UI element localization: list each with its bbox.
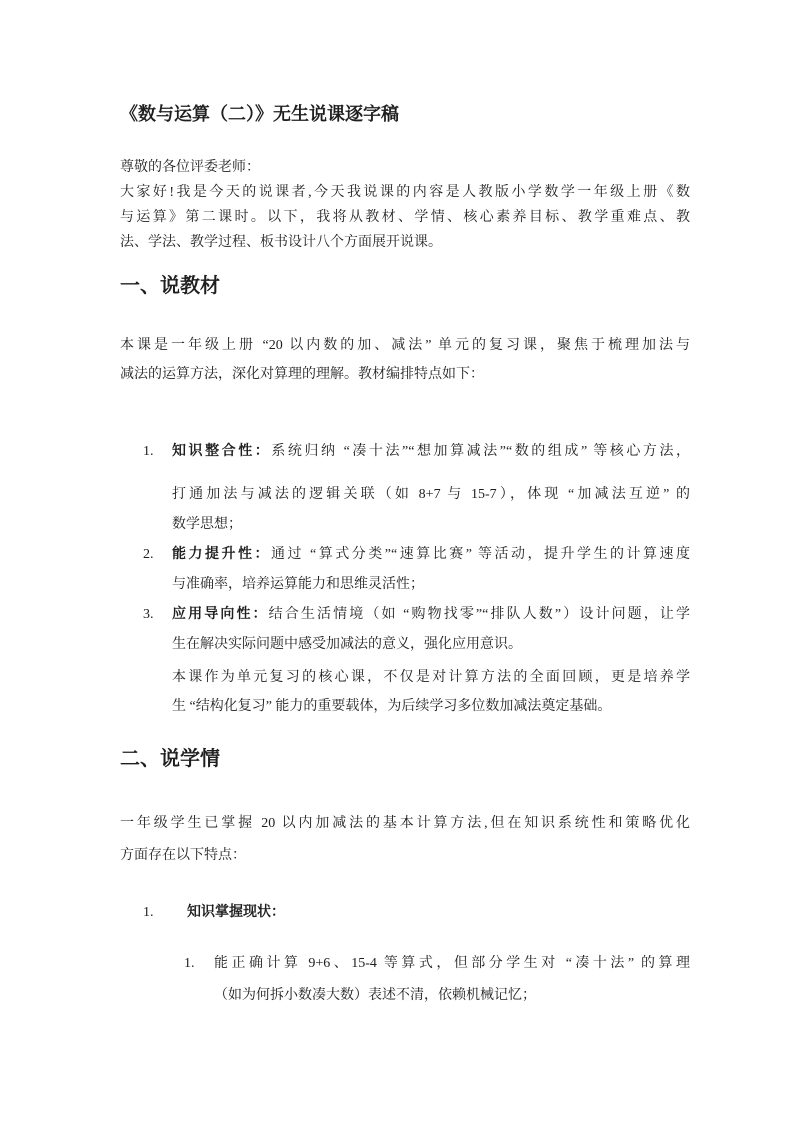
text-line: 生在解决实际问题中感受加减法的意义，强化应用意识。 (172, 637, 522, 652)
section-heading-learner-analysis: 二、说学情 (120, 748, 220, 770)
opening-paragraph (120, 180, 690, 255)
list-item-text: 结合生活情境（如 “购物找零”“排队人数”）设计问题，让学 (268, 607, 691, 622)
document-content (120, 0, 690, 1012)
list-item-first-line (187, 898, 690, 928)
list-number: 3. (143, 607, 154, 622)
salutation-line: 尊敬的各位评委老师： (120, 160, 260, 175)
list-item-body (172, 600, 690, 660)
text-line: 数学思想； (172, 517, 242, 532)
text-line: 与准确率，培养运算能力和思维灵活性； (172, 577, 424, 592)
list-item-continuation (172, 480, 690, 540)
list-item-text: 系统归纳 “凑十法”“想加算减法”“数的组成” 等核心方法， (271, 444, 690, 459)
list-item-label: 能力提升性： (172, 547, 272, 562)
list-item-knowledge-status (120, 898, 690, 928)
list-item-body (172, 437, 690, 540)
text-line: 打通加法与减法的逻辑关联（如 8+7 与 15-7），体现 “加减法互逆” 的 (172, 487, 690, 502)
list-item-text: 通过 “算式分类”“速算比赛” 等活动，提升学生的计算速度 (271, 547, 690, 562)
list-number: 2. (143, 547, 154, 562)
list-item-label: 知识掌握现状： (187, 905, 285, 920)
list-item-application-orientation (120, 600, 690, 660)
list-number: 1. (143, 905, 154, 920)
text-line: 与运算》第二课时。以下，我将从教材、学情、核心素养目标、教学重难点、教 (120, 210, 690, 225)
list-item-first-line (172, 600, 690, 630)
text-line: 生 “结构化复习” 能力的重要载体，为后续学习多位数加减法奠定基础。 (172, 699, 612, 714)
text-line: 本课作为单元复习的核心课，不仅是对计算方法的全面回顾，更是培养学 (172, 670, 690, 685)
text-line: 方面存在以下特点： (120, 848, 246, 863)
list-number: 1. (143, 444, 154, 459)
list-item-knowledge-integration (120, 437, 690, 540)
list-item-body (187, 898, 690, 928)
section-two-list (120, 898, 690, 1012)
text-line: 本课是一年级上册 “20 以内数的加、减法” 单元的复习课，聚焦于梳理加法与 (120, 338, 690, 353)
section-heading-teaching-material: 一、说教材 (120, 275, 220, 297)
section-two-lead-paragraph (120, 808, 690, 872)
text-line: 大家好!我是今天的说课者,今天我说课的内容是人教版小学数学一年级上册《数 (120, 185, 690, 200)
nested-list-number: 1. (184, 956, 195, 971)
nested-list-item-calculation-skill (120, 948, 690, 1012)
text-line: 法、学法、教学过程、板书设计八个方面展开说课。 (120, 235, 442, 250)
list-item-first-line (172, 437, 690, 467)
list-item-continuation (172, 630, 690, 660)
list-item-continuation (172, 570, 690, 600)
text-line: 减法的运算方法，深化对算理的理解。教材编排特点如下： (120, 367, 484, 382)
list-item-body (172, 540, 690, 600)
list-item-label: 知识整合性： (172, 444, 272, 459)
text-line: （如为何拆小数凑大数）表述不清，依赖机械记忆； (214, 988, 536, 1003)
list-item-label: 应用导向性： (172, 607, 269, 622)
text-line: 能正确计算 9+6、15-4 等算式，但部分学生对 “凑十法” 的算理 (214, 956, 690, 971)
section-one-list (120, 437, 690, 660)
text-line: 一年级学生已掌握 20 以内加减法的基本计算方法,但在知识系统性和策略优化 (120, 816, 690, 831)
list-item-ability-improvement (120, 540, 690, 600)
section-one-lead-paragraph (120, 331, 690, 389)
section-one-closing-paragraph (172, 663, 690, 721)
intro-paragraph (120, 155, 690, 255)
nested-list-item-text (214, 948, 690, 1012)
list-item-first-line (172, 540, 690, 570)
document-title: 《数与运算（二）》无生说课逐字稿 (120, 104, 399, 124)
